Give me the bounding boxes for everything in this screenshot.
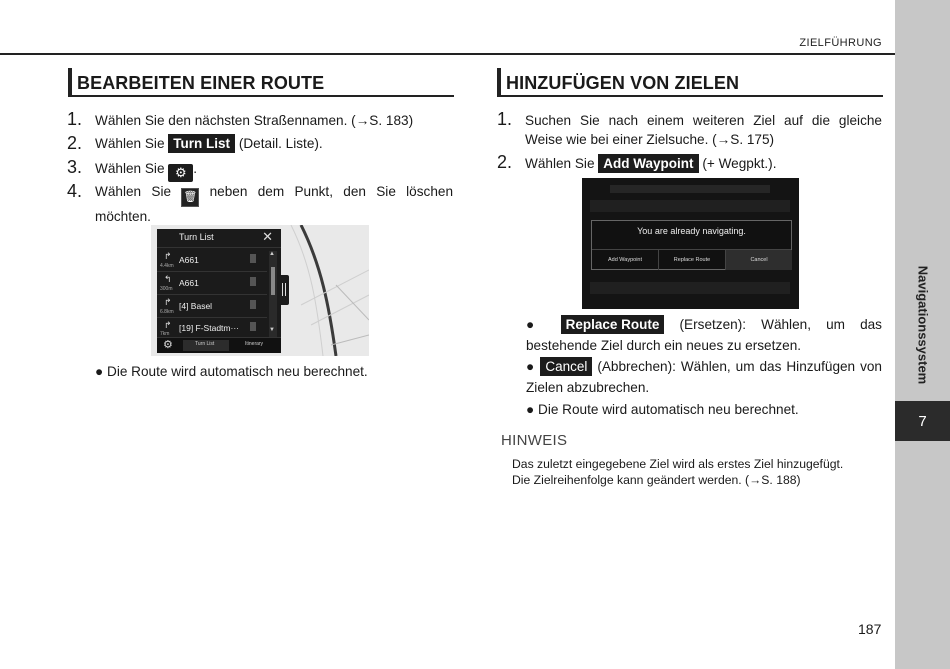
trash-icon[interactable] bbox=[250, 277, 256, 286]
chapter-number-badge: 7 bbox=[895, 401, 950, 441]
note-title: HINWEIS bbox=[501, 432, 568, 449]
section-rule-left bbox=[68, 95, 454, 97]
turn-arrow-icon: ↱ bbox=[164, 320, 172, 330]
page-number: 187 bbox=[858, 621, 882, 637]
trash-icon[interactable] bbox=[250, 322, 256, 331]
close-icon[interactable]: ✕ bbox=[262, 229, 273, 244]
trash-icon[interactable] bbox=[250, 254, 256, 263]
section-title-add-destinations: HINZUFÜGEN VON ZIELEN bbox=[506, 73, 740, 93]
left-bullet: ● Die Route wird automatisch neu berechnet. bbox=[95, 364, 368, 379]
section-rule-right bbox=[497, 95, 883, 97]
turn-list-row[interactable]: ↱ 7km [19] F-Stadtm··· bbox=[157, 318, 267, 338]
turn-list-title: Turn List bbox=[179, 232, 214, 242]
navigation-dialog bbox=[591, 220, 792, 270]
turn-arrow-icon: ↱ bbox=[164, 251, 172, 261]
turn-list-panel bbox=[157, 229, 281, 352]
trash-icon[interactable] bbox=[250, 300, 256, 309]
right-bullet-recalculate: ● Die Route wird automatisch neu berechnet. bbox=[526, 402, 799, 417]
gear-icon[interactable]: ⚙ bbox=[163, 339, 173, 351]
turn-arrow-icon: ↱ bbox=[164, 297, 172, 307]
turn-list-row[interactable]: ↱ 6.8km [4] Basel bbox=[157, 295, 267, 318]
itinerary-tab[interactable]: Itinerary bbox=[245, 341, 264, 347]
dialog-cancel-button[interactable]: Cancel bbox=[725, 250, 792, 270]
turn-list-tab[interactable]: Turn List bbox=[195, 341, 215, 347]
turn-list-row[interactable]: ↰ 300m A661 bbox=[157, 272, 267, 295]
add-waypoint-button[interactable]: Add Waypoint bbox=[598, 154, 698, 173]
right-bullet-cancel: ● Cancel (Abbrechen): Wählen, um das Hinzufügen von Zielen abzubrechen. bbox=[526, 359, 882, 395]
cancel-button[interactable]: Cancel bbox=[540, 357, 592, 376]
turn-list-button[interactable]: Turn List bbox=[168, 134, 235, 153]
chapter-header-label: ZIELFÜHRUNG bbox=[799, 37, 882, 49]
right-bullet-replace-route: ● Replace Route (Ersetzen): Wählen, um das bestehende Ziel durch ein neues zu ersetzen. bbox=[526, 317, 882, 353]
note-line-2: Die Zielreihenfolge kann geändert werden. (→S. 188) bbox=[512, 473, 801, 487]
note-line-1: Das zuletzt eingegebene Ziel wird als erstes Ziel hinzugefügt. bbox=[512, 457, 844, 471]
turn-arrow-icon: ↰ bbox=[164, 274, 172, 284]
list-scrollbar[interactable]: ▲ ▼ bbox=[269, 251, 277, 337]
section-bar-right bbox=[497, 68, 501, 96]
drag-handle[interactable] bbox=[279, 275, 289, 305]
chapter-side-title: Navigationssystem bbox=[915, 265, 930, 385]
dialog-replace-route-button[interactable]: Replace Route bbox=[658, 250, 725, 270]
replace-route-button[interactable]: Replace Route bbox=[561, 315, 665, 334]
section-bar-left bbox=[68, 68, 72, 96]
turn-list-footer bbox=[157, 337, 281, 353]
section-title-edit-route: BEARBEITEN EINER ROUTE bbox=[77, 73, 325, 93]
turn-list-screenshot bbox=[151, 225, 369, 356]
dialog-add-waypoint-button[interactable]: Add Waypoint bbox=[607, 257, 643, 263]
already-navigating-screenshot bbox=[582, 178, 799, 309]
turn-list-row[interactable]: ↱ 4.4km A661 bbox=[157, 249, 267, 272]
header-rule bbox=[0, 53, 895, 55]
settings-gear-icon[interactable]: ⚙ bbox=[168, 164, 193, 182]
trash-icon[interactable]: 🗑 bbox=[181, 188, 199, 207]
dialog-message: You are already navigating. bbox=[637, 226, 746, 236]
